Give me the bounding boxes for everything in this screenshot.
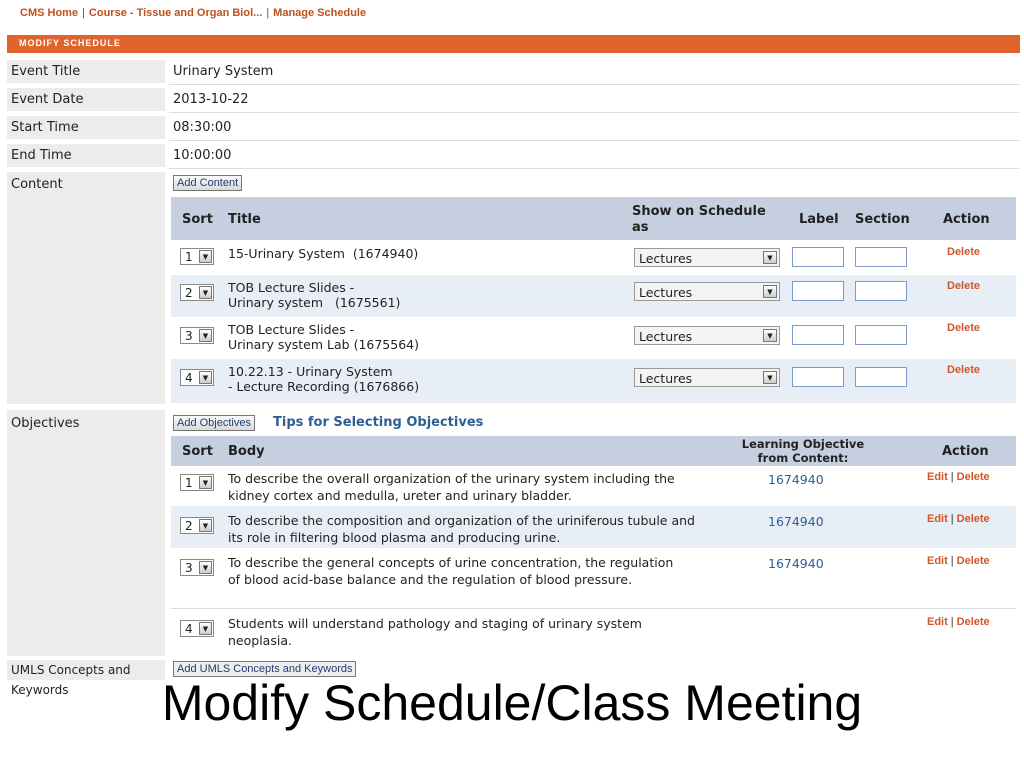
content-sort-select[interactable]: [180, 284, 214, 301]
objective-sort-select[interactable]: [180, 559, 214, 576]
umls-label: UMLS Concepts and Keywords: [7, 660, 165, 680]
breadcrumb-course[interactable]: Course - Tissue and Organ Biol...: [88, 7, 263, 19]
content-title-line2: Urinary system Lab: [228, 337, 350, 352]
content-title-line1: TOB Lecture Slides -: [228, 322, 355, 337]
show-as-select[interactable]: [634, 248, 780, 267]
objective-body: To describe the overall organization of the urinary system including the kidney cortex and medulla, ureter and urinary bladder.: [228, 471, 675, 503]
objective-content-ref[interactable]: 1674940: [768, 514, 824, 529]
objectives-header-sort: Sort: [182, 444, 213, 459]
label-input[interactable]: [792, 281, 844, 301]
sort-value: 1: [185, 476, 193, 490]
delete-link[interactable]: Delete: [956, 513, 990, 525]
objective-content-ref[interactable]: 1674940: [768, 556, 824, 571]
action-separator: |: [950, 513, 954, 525]
content-row: [171, 359, 1016, 403]
content-label: Content: [7, 172, 165, 404]
content-header-show-as-line1: Show on Schedule: [632, 204, 766, 219]
objective-actions: [927, 555, 990, 567]
objective-content-ref[interactable]: 1674940: [768, 472, 824, 487]
show-as-select[interactable]: [634, 368, 780, 387]
show-as-select[interactable]: [634, 326, 780, 345]
objectives-label: Objectives: [7, 410, 165, 656]
show-as-value: Lectures: [639, 285, 693, 300]
objective-actions: [927, 513, 990, 525]
section-input[interactable]: [855, 367, 907, 387]
objective-sort-select[interactable]: [180, 474, 214, 491]
row-divider: [169, 168, 1019, 169]
breadcrumb-manage-schedule[interactable]: Manage Schedule: [273, 7, 367, 19]
sort-value: 3: [185, 329, 193, 343]
objective-actions: [927, 471, 990, 483]
content-title: [228, 364, 419, 394]
content-title-id: (1676866): [353, 379, 420, 394]
chevron-down-icon: ▼: [199, 519, 212, 532]
event-date-value: 2013-10-22: [173, 92, 249, 107]
chevron-down-icon: ▼: [199, 476, 212, 489]
chevron-down-icon: ▼: [199, 329, 212, 342]
content-header-action: Action: [943, 212, 990, 227]
row-divider: [169, 84, 1019, 85]
content-title-id: (1675561): [334, 295, 401, 310]
chevron-down-icon: ▼: [199, 561, 212, 574]
delete-link[interactable]: Delete: [947, 364, 981, 376]
delete-link[interactable]: Delete: [956, 555, 990, 567]
delete-link[interactable]: Delete: [947, 280, 981, 292]
add-umls-button[interactable]: Add UMLS Concepts and Keywords: [173, 661, 356, 677]
chevron-down-icon: ▼: [763, 329, 777, 342]
content-header-show-as: [632, 204, 766, 236]
add-content-button[interactable]: Add Content: [173, 175, 242, 191]
row-divider: [169, 140, 1019, 141]
chevron-down-icon: ▼: [763, 285, 777, 298]
breadcrumb-separator: |: [82, 7, 85, 19]
objectives-table-header: [171, 436, 1016, 466]
section-input[interactable]: [855, 281, 907, 301]
section-input[interactable]: [855, 325, 907, 345]
objective-sort-select[interactable]: [180, 620, 214, 637]
delete-link[interactable]: Delete: [947, 322, 981, 334]
objective-actions: [927, 616, 990, 628]
content-header-label: Label: [799, 212, 839, 227]
content-header-sort: Sort: [182, 212, 213, 227]
content-sort-select[interactable]: [180, 327, 214, 344]
label-input[interactable]: [792, 367, 844, 387]
objective-body: Students will understand pathology and staging of urinary system neoplasia.: [228, 616, 642, 648]
content-title-line2: Urinary system: [228, 295, 324, 310]
start-time-value: 08:30:00: [173, 120, 232, 135]
breadcrumb: [20, 7, 366, 19]
sort-value: 1: [185, 250, 193, 264]
end-time-value: 10:00:00: [173, 148, 232, 163]
content-title-line1: TOB Lecture Slides -: [228, 280, 355, 295]
content-title: [228, 322, 419, 352]
chevron-down-icon: ▼: [199, 250, 212, 263]
section-header-bar: [7, 35, 1020, 53]
chevron-down-icon: ▼: [199, 622, 212, 635]
sort-value: 4: [185, 622, 193, 636]
show-as-value: Lectures: [639, 371, 693, 386]
sort-value: 4: [185, 371, 193, 385]
end-time-label: End Time: [7, 144, 165, 167]
objective-body: To describe the composition and organization of the uriniferous tubule and its role in filtering blood plasma and producing urine.: [228, 513, 695, 545]
breadcrumb-separator: |: [266, 7, 270, 19]
content-title-line1: 10.22.13 - Urinary System: [228, 364, 393, 379]
show-as-value: Lectures: [639, 251, 693, 266]
chevron-down-icon: ▼: [763, 371, 777, 384]
tips-link[interactable]: Tips for Selecting Objectives: [273, 415, 484, 430]
objectives-header-body: Body: [228, 444, 265, 459]
show-as-value: Lectures: [639, 329, 693, 344]
breadcrumb-cms-home[interactable]: CMS Home: [20, 7, 79, 19]
section-header-title: MODIFY SCHEDULE: [19, 38, 121, 48]
row-divider: [169, 112, 1019, 113]
edit-link[interactable]: Edit: [927, 616, 948, 628]
objective-row: [171, 548, 1016, 608]
cutoff-row: [0, 660, 1024, 697]
content-row: [171, 240, 1016, 275]
objectives-header-lo-line2: from Content:: [757, 451, 849, 465]
section-input[interactable]: [855, 247, 907, 267]
delete-link[interactable]: Delete: [947, 246, 981, 258]
objectives-header-action: Action: [942, 444, 989, 459]
delete-link[interactable]: Delete: [956, 616, 990, 628]
event-title-value: Urinary System: [173, 64, 274, 79]
sort-value: 2: [185, 286, 193, 300]
content-row: [171, 317, 1016, 359]
action-separator: |: [950, 471, 954, 483]
delete-link[interactable]: Delete: [956, 471, 990, 483]
add-objectives-button[interactable]: Add Objectives: [173, 415, 255, 431]
objective-row: [171, 506, 1016, 548]
content-title: [228, 280, 400, 310]
action-separator: |: [950, 555, 954, 567]
content-title: [228, 246, 418, 261]
label-input[interactable]: [792, 325, 844, 345]
chevron-down-icon: ▼: [199, 286, 212, 299]
show-as-select[interactable]: [634, 282, 780, 301]
content-header-section: Section: [855, 212, 910, 227]
content-table-header: [171, 197, 1016, 240]
objective-body: To describe the general concepts of urine concentration, the regulation of blood acid-base balance and the regulation of blood pressure.: [228, 555, 674, 587]
objective-sort-select[interactable]: [180, 517, 214, 534]
content-sort-select[interactable]: [180, 369, 214, 386]
content-title-text: 15-Urinary System: [228, 246, 345, 261]
content-row: [171, 275, 1016, 317]
edit-link[interactable]: Edit: [927, 513, 948, 525]
content-header-show-as-line2: as: [632, 220, 649, 235]
content-header-title: Title: [228, 212, 261, 227]
chevron-down-icon: ▼: [199, 371, 212, 384]
event-date-label: Event Date: [7, 88, 165, 111]
event-title-label: Event Title: [7, 60, 165, 83]
edit-link[interactable]: Edit: [927, 555, 948, 567]
objectives-header-learning-objective: [733, 437, 873, 465]
content-title-line2: - Lecture Recording: [228, 379, 350, 394]
content-title-id: (1674940): [352, 246, 419, 261]
label-input[interactable]: [792, 247, 844, 267]
slide-title: Modify Schedule/Class Meeting: [161, 675, 863, 731]
content-title-id: (1675564): [353, 337, 419, 352]
start-time-label: Start Time: [7, 116, 165, 139]
edit-link[interactable]: Edit: [927, 471, 948, 483]
objectives-header-lo-line1: Learning Objective: [741, 437, 865, 451]
action-separator: |: [950, 616, 954, 628]
objective-row: [171, 608, 1016, 651]
sort-value: 2: [185, 519, 193, 533]
sort-value: 3: [185, 561, 193, 575]
objective-row: [171, 466, 1016, 506]
content-sort-select[interactable]: [180, 248, 214, 265]
chevron-down-icon: ▼: [763, 251, 777, 264]
